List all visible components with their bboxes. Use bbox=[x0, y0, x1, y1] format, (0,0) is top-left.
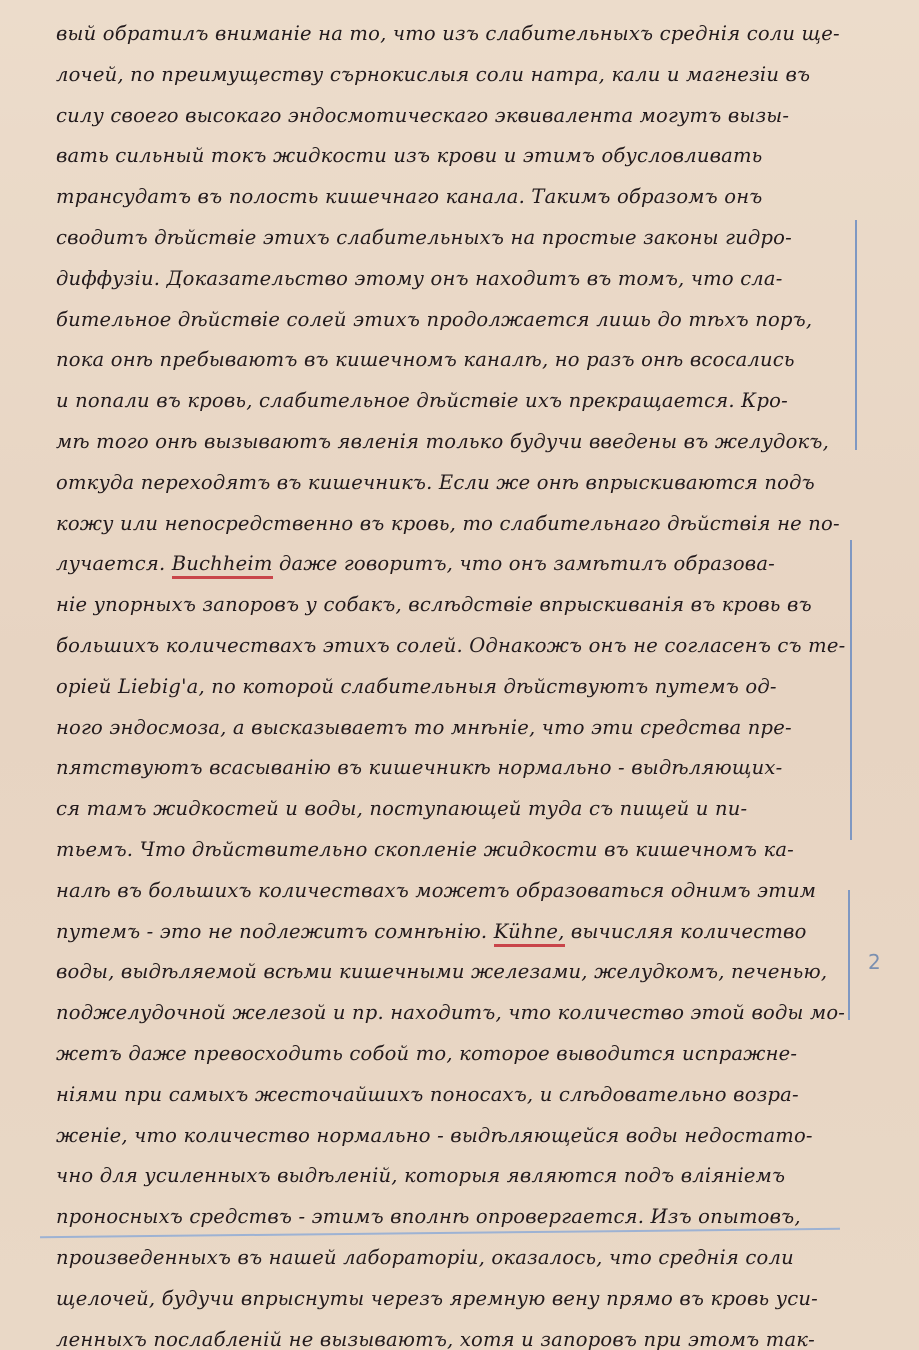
text-line: мѣ того онѣ вызываютъ явленія только будучи введены въ желудокъ, bbox=[56, 429, 829, 453]
text-line: ніями при самыхъ жесточайшихъ поносахъ, и слѣдовательно возра- bbox=[56, 1082, 799, 1106]
manuscript-text bbox=[56, 14, 866, 1350]
text-line: силу своего высокаго эндосмотическаго эквивалента могутъ вызы- bbox=[56, 103, 790, 127]
text-line-kuhne bbox=[56, 912, 866, 953]
text-line: ного эндосмоза, а высказываетъ то мнѣніе, что эти средства пре- bbox=[56, 715, 792, 739]
text-line: бительное дѣйствіе солей этихъ продолжается лишь до тѣхъ поръ, bbox=[56, 307, 813, 331]
text-line: чно для усиленныхъ выдѣленій, которыя являются подъ вліяніемъ bbox=[56, 1164, 786, 1188]
text-line-buchheim bbox=[56, 544, 866, 585]
text-line: ся тамъ жидкостей и воды, поступающей туда съ пищей и пи- bbox=[56, 797, 748, 821]
text-line: вый обратилъ вниманіе на то, что изъ слабительныхъ среднія соли ще- bbox=[56, 22, 840, 45]
text-line: откуда переходятъ въ кишечникъ. Если же онѣ впрыскиваются подъ bbox=[56, 470, 815, 494]
text-line: воды, выдѣляемой всѣми кишечными железами, желудкомъ, печенью, bbox=[56, 960, 828, 984]
text-fragment: вычисляя количество bbox=[564, 919, 807, 943]
text-line: щелочей, будучи впрыснуты черезъ яремную вену прямо въ кровь уси- bbox=[56, 1286, 818, 1310]
text-line: жетъ даже превосходить собой то, которое выводится испражне- bbox=[56, 1041, 798, 1065]
text-line: женіе, что количество нормально - выдѣляющейся воды недостато- bbox=[56, 1123, 813, 1147]
text-line: произведенныхъ въ нашей лабораторіи, оказалось, что среднія соли bbox=[56, 1245, 794, 1269]
margin-bracket-line bbox=[850, 540, 852, 840]
text-line: сводитъ дѣйствіе этихъ слабительныхъ на простые законы гидро- bbox=[56, 225, 792, 249]
text-line: диффузіи. Доказательство этому онъ находитъ въ томъ, что сла- bbox=[56, 266, 783, 290]
text-line: вать сильный токъ жидкости изъ крови и этимъ обусловливать bbox=[56, 144, 763, 168]
text-line: кожу или непосредственно въ кровь, то слабительнаго дѣйствія не по- bbox=[56, 511, 840, 535]
text-fragment: даже говоритъ, что онъ замѣтилъ образова- bbox=[272, 552, 775, 576]
text-line: большихъ количествахъ этихъ солей. Однакожъ онъ не согласенъ съ те- bbox=[56, 633, 846, 657]
text-line: проносныхъ средствъ - этимъ вполнѣ опровергается. Изъ опытовъ, bbox=[56, 1205, 801, 1229]
text-line: поджелудочной железой и пр. находитъ, что количество этой воды мо- bbox=[56, 1001, 846, 1025]
text-line: пока онѣ пребываютъ въ кишечномъ каналѣ, но разъ онѣ всосались bbox=[56, 348, 795, 372]
text-fragment: путемъ - это не подлежитъ сомнѣнію. bbox=[56, 919, 494, 943]
text-line: пятствуютъ всасыванію въ кишечникѣ нормально - выдѣляющих- bbox=[56, 756, 783, 780]
margin-number: 2 bbox=[868, 950, 881, 974]
margin-bracket-line bbox=[848, 890, 850, 1020]
text-line: оріей Liebig'а, по которой слабительныя дѣйствуютъ путемъ од- bbox=[56, 674, 777, 698]
text-fragment: лучается. bbox=[56, 552, 172, 576]
text-line: и попали въ кровь, слабительное дѣйствіе ихъ прекращается. Кро- bbox=[56, 389, 788, 413]
text-line: налѣ въ большихъ количествахъ можетъ образоваться однимъ этим bbox=[56, 878, 817, 902]
text-line: лочей, по преимуществу сърнокислыя соли натра, кали и магнезіи въ bbox=[56, 62, 811, 86]
text-line: ленныхъ послабленій не вызываютъ, хотя и запоровъ при этомъ так- bbox=[56, 1327, 815, 1350]
underlined-name-kuhne: Kühne, bbox=[494, 920, 565, 947]
margin-bracket-line bbox=[855, 220, 857, 450]
text-line: тьемъ. Что дѣйствительно скопленіе жидкости въ кишечномъ ка- bbox=[56, 837, 794, 861]
text-line: ніе упорныхъ запоровъ у собакъ, вслѣдствіе впрыскиванія въ кровь въ bbox=[56, 593, 812, 617]
text-line: трансудатъ въ полость кишечнаго канала. Такимъ образомъ онъ bbox=[56, 185, 763, 209]
underlined-name-buchheim: Buchheim bbox=[172, 552, 273, 579]
